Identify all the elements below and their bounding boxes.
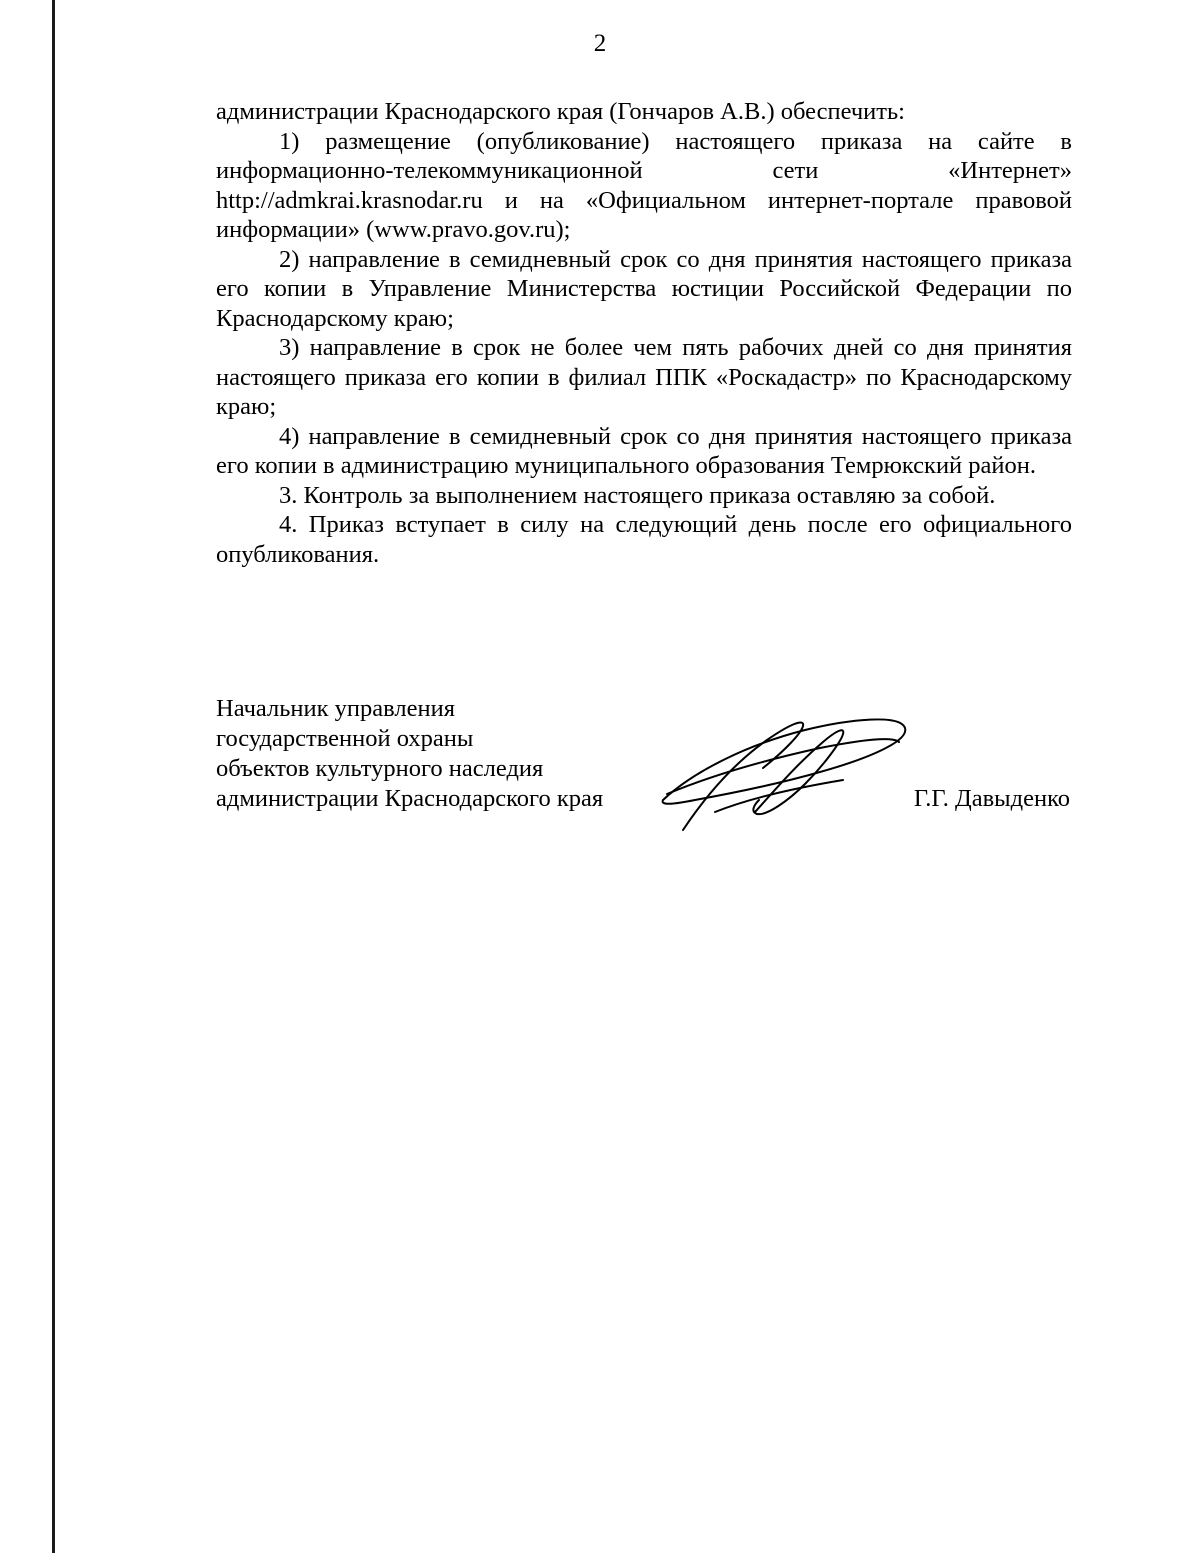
scan-left-edge xyxy=(52,0,55,1553)
document-body xyxy=(216,97,1072,569)
signer-position xyxy=(216,694,603,814)
position-line: объектов культурного наследия xyxy=(216,755,544,782)
position-line: Начальник управления xyxy=(216,695,455,722)
position-line: администрации Краснодарского края xyxy=(216,785,604,812)
paragraph-item-3: 3) направление в срок не более чем пять рабочих дней со дня принятия настоящего приказа его копии в филиал ППК «Роскадастр» по Краснодарскому краю; xyxy=(216,334,1072,420)
paragraph-clause-3: 3. Контроль за выполнением настоящего приказа оставляю за собой. xyxy=(279,481,996,509)
handwritten-signature xyxy=(655,708,910,838)
paragraph-intro: администрации Краснодарского края (Гончаров А.В.) обеспечить: xyxy=(216,98,905,125)
page-number: 2 xyxy=(593,30,607,57)
paragraph-item-2: 2) направление в семидневный срок со дня принятия настоящего приказа его копии в Управление Министерства юстиции Российской Федерации по Краснодарскому краю; xyxy=(216,245,1072,332)
paragraph-item-4: 4) направление в семидневный срок со дня принятия настоящего приказа его копии в администрацию муниципального образования Темрюкский район. xyxy=(216,422,1072,479)
paragraph-clause-4: 4. Приказ вступает в силу на следующий день после его официального опубликования. xyxy=(216,511,1072,568)
signer-name: Г.Г. Давыденко xyxy=(913,785,1070,812)
position-line: государственной охраны xyxy=(216,725,474,752)
paragraph-item-1: 1) размещение (опубликование) настоящего приказа на сайте в информационно-телекоммуникационной сети «Интернет» http://admkrai.krasnodar.ru и на «Официальном интернет-портале правовой информации» (www.pravo.gov.ru); xyxy=(216,127,1072,243)
